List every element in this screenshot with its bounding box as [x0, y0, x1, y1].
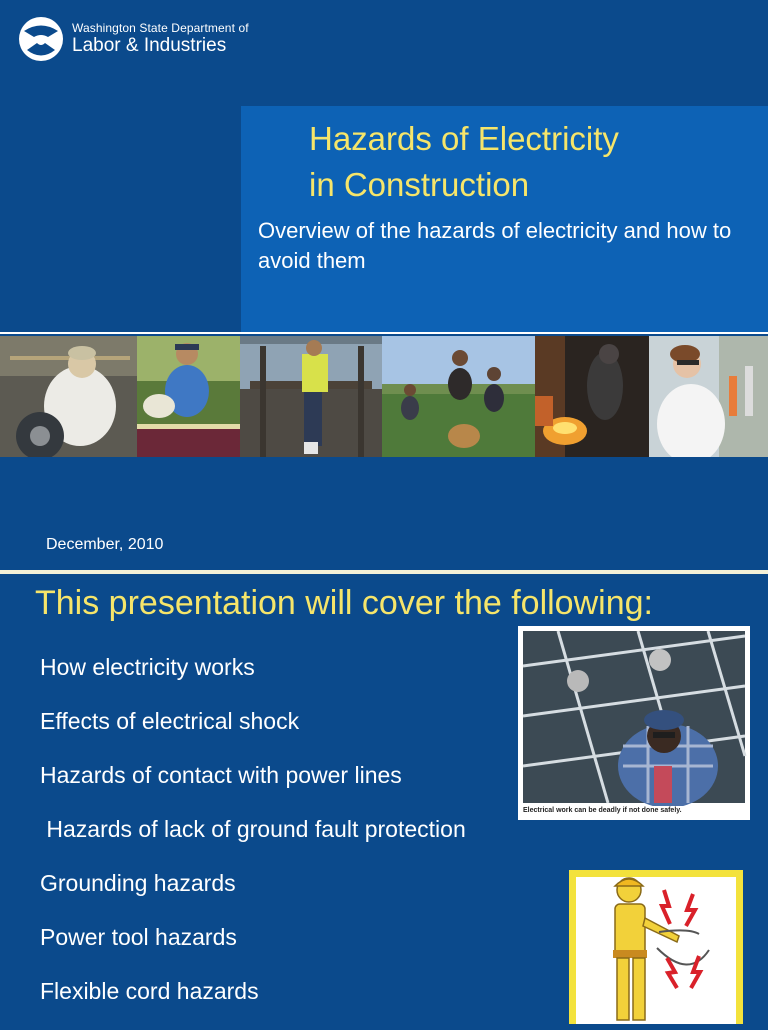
- photo-caption: Electrical work can be deadly if not done safely.: [523, 807, 682, 814]
- topic-item: How electricity works: [40, 654, 255, 680]
- divider-rule: [0, 332, 768, 334]
- topic-item: Grounding hazards: [40, 870, 236, 896]
- logo-line-1: Washington State Department of: [72, 21, 249, 35]
- title-line-1: Hazards of Electricity: [309, 120, 619, 157]
- logo-line-2: Labor & Industries: [72, 35, 227, 56]
- topic-item: Flexible cord hazards: [40, 978, 259, 1004]
- slide-subtitle: Overview of the hazards of electricity and how to avoid them: [258, 218, 732, 273]
- topic-item: Hazards of contact with power lines: [40, 762, 402, 788]
- presentation-date: December, 2010: [46, 536, 164, 553]
- overview-title: This presentation will cover the following:: [35, 584, 653, 622]
- topic-item: Hazards of lack of ground fault protection: [40, 816, 466, 842]
- electrician-image: [518, 626, 750, 806]
- topic-item: Power tool hazards: [40, 924, 237, 950]
- photo-worker-sanding: [0, 336, 137, 457]
- photo-construction-worker: [240, 336, 382, 457]
- electrician-photo: [518, 626, 750, 820]
- slide-title: [309, 116, 619, 208]
- photo-field-workers: [382, 336, 535, 457]
- electrical-hazard-sign: [569, 870, 743, 1024]
- photo-farm-worker: [137, 336, 240, 457]
- electrocution-icon: [569, 870, 743, 1024]
- topic-item: Effects of electrical shock: [40, 708, 300, 734]
- photo-strip: [0, 336, 768, 457]
- title-line-2: in Construction: [309, 166, 530, 203]
- photo-lab-worker: [649, 336, 768, 457]
- agency-logo: [18, 16, 249, 62]
- topic-list: [40, 652, 466, 1030]
- li-logo-icon: [18, 16, 64, 62]
- overview-slide: [0, 574, 768, 1024]
- title-box: [241, 106, 768, 332]
- photo-foundry-worker: [535, 336, 649, 457]
